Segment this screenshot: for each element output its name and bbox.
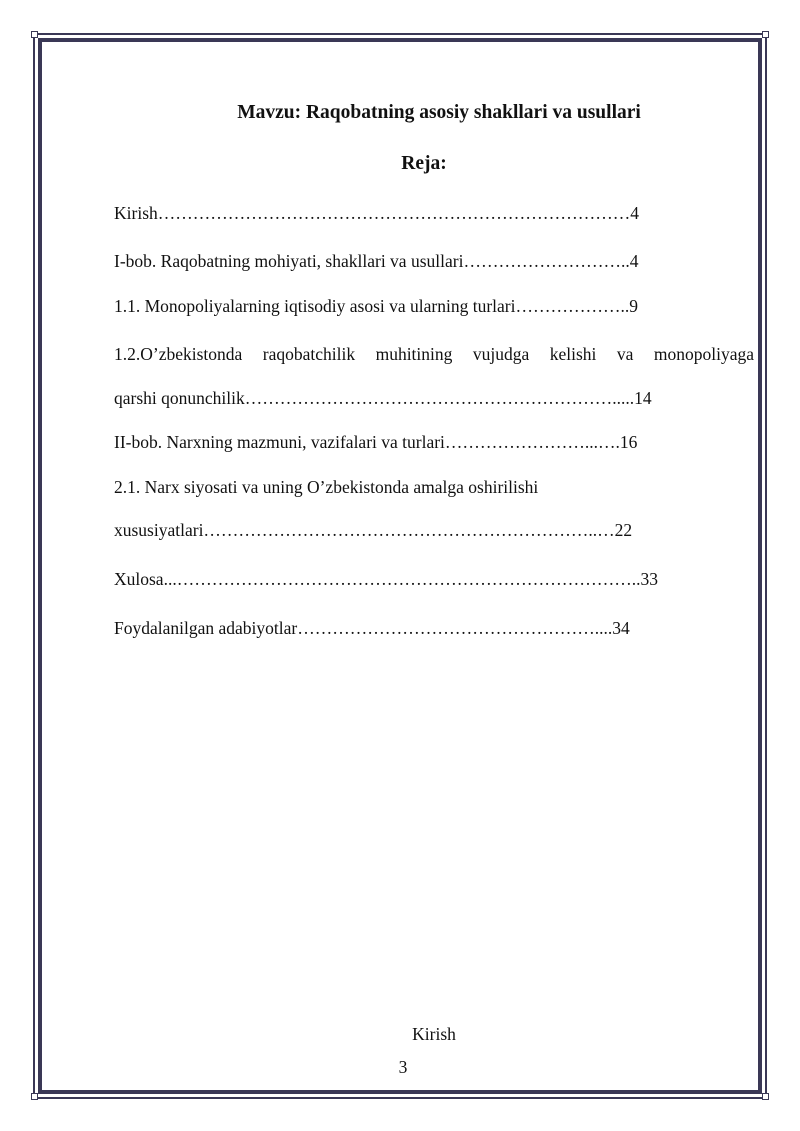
toc-item-section-2-1-line-2: xususiyatlari…………………………………………………………..…22 bbox=[114, 520, 633, 540]
next-section-heading: Kirish bbox=[412, 1024, 456, 1044]
plan-heading bbox=[114, 153, 734, 175]
plan-heading-text: Reja: bbox=[401, 153, 447, 174]
page-number: 3 bbox=[398, 1057, 408, 1077]
page-border-inner bbox=[38, 38, 762, 1094]
toc-item-section-2-1-line-1: 2.1. Narx siyosati va uning O’zbekistonda amalga oshirilishi bbox=[114, 477, 539, 497]
toc-item-introduction: Kirish………………………………………………………………………4 bbox=[114, 203, 639, 223]
toc-item-conclusion: Xulosa...……………………………………………………………………..33 bbox=[114, 569, 658, 589]
toc-item-chapter-2: II-bob. Narxning mazmuni, vazifalari va turlari……………………...….16 bbox=[114, 432, 638, 452]
toc-item-section-1-2-line-1: 1.2.O’zbekistonda raqobatchilik muhitining vujudga kelishi va monopoliyaga bbox=[114, 344, 754, 364]
document-title: Mavzu: Raqobatning asosiy shakllari va usullari bbox=[237, 102, 641, 123]
border-corner-bottom-left bbox=[31, 1093, 38, 1100]
toc-item-bibliography: Foydalanilgan adabiyotlar……………………………………………....34 bbox=[114, 618, 630, 638]
toc-item-section-1-2-line-2: qarshi qonunchilik……………………………………………………….....14 bbox=[114, 388, 652, 408]
toc-item-chapter-1: I-bob. Raqobatning mohiyati, shakllari va usullari………………………..4 bbox=[114, 251, 639, 271]
toc-item-section-1-1: 1.1. Monopoliyalarning iqtisodiy asosi va ularning turlari………………..9 bbox=[114, 296, 638, 316]
border-corner-bottom-right bbox=[762, 1093, 769, 1100]
border-corner-top-right bbox=[762, 31, 769, 38]
border-corner-top-left bbox=[31, 31, 38, 38]
